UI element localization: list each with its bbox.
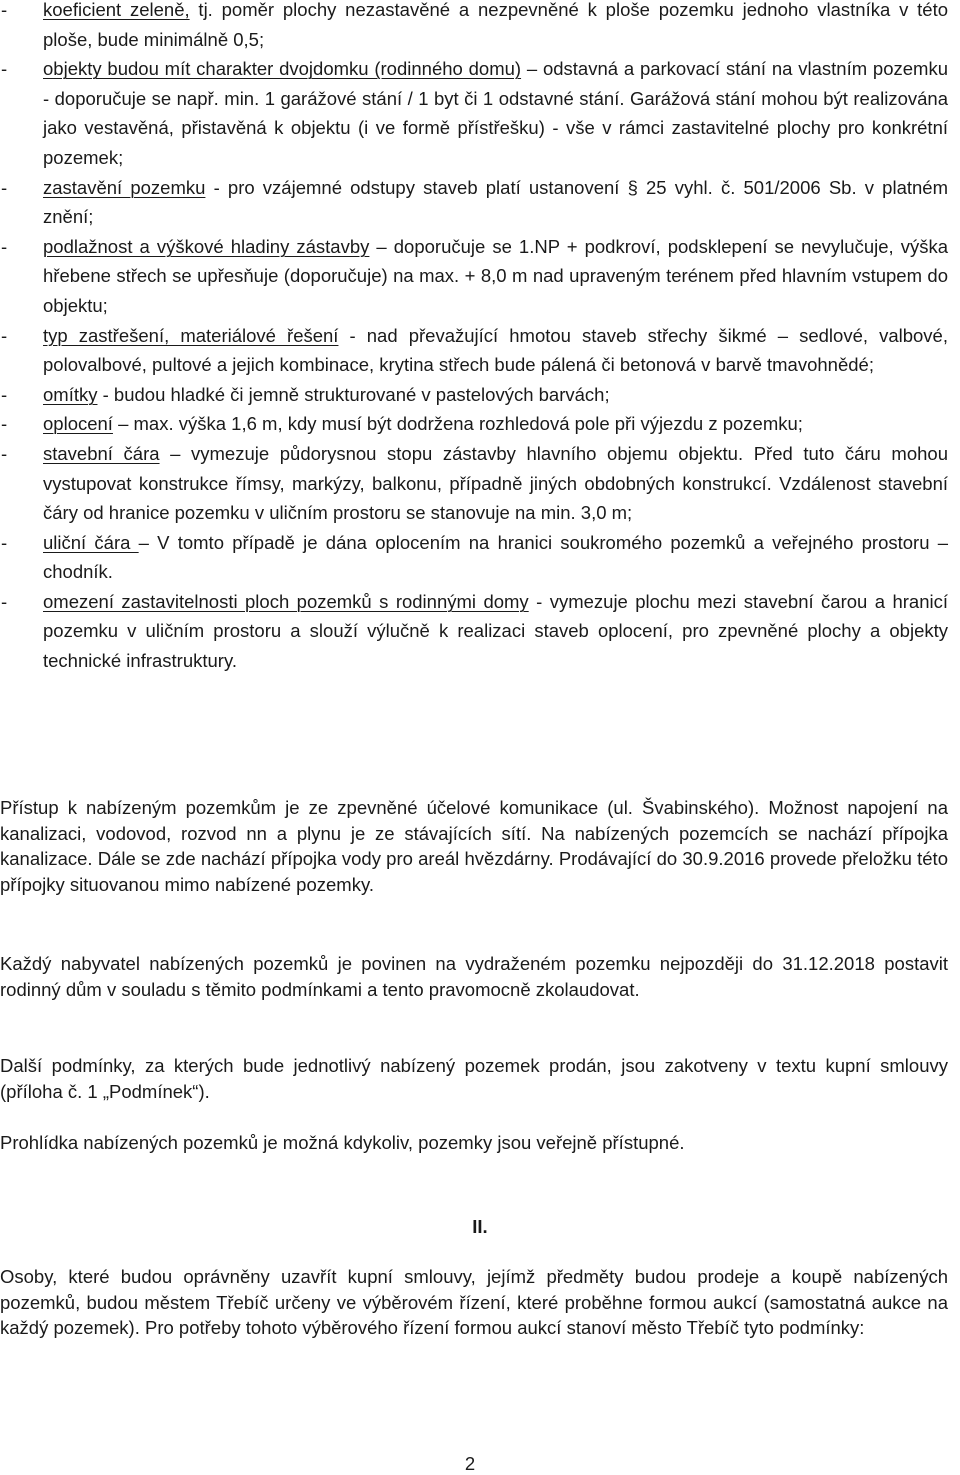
item-term: stavební čára xyxy=(43,442,160,464)
item-text: – odstavná a parkovací stání na vlastním pozemku - doporučuje se např. min. 1 garážové stání / 1 byt či 1 odstavné stání. Garážová stání mohou být realizována jako vestavěná, přistavěná k objektu (i ve formě přístřešku) - vše v rámci zastavitelné plochy pro konkrétní pozemek; xyxy=(43,58,948,168)
list-dash: - xyxy=(1,235,8,257)
item-text: - vymezuje plochu mezi stavební čarou a hranicí pozemku v uličním prostoru a slouží výlučně k realizaci staveb oplocení, pro zpevněné plochy a objekty technické infrastruktury. xyxy=(43,590,948,672)
list-item xyxy=(0,232,960,321)
list-item xyxy=(0,409,960,439)
item-term: omezení zastavitelnosti ploch pozemků s rodinnými domy xyxy=(43,590,529,612)
list-item xyxy=(0,587,960,676)
list-dash: - xyxy=(1,383,8,405)
item-term: typ zastřešení, materiálové řešení xyxy=(43,324,339,346)
item-text: – max. výška 1,6 m, kdy musí být dodržena rozhledová pole při výjezdu z pozemku; xyxy=(112,413,803,435)
conditions-paragraph: Další podmínky, za kterých bude jednotlivý nabízený pozemek prodán, jsou zakotveny v textu kupní smlouvy (příloha č. 1 „Podmínek“). xyxy=(0,1055,948,1102)
inspection-paragraph: Prohlídka nabízených pozemků je možná kdykoliv, pozemky jsou veřejně přístupné. xyxy=(0,1132,685,1153)
item-text: - pro vzájemné odstupy staveb platí ustanovení § 25 vyhl. č. 501/2006 Sb. v platném znění; xyxy=(43,176,948,228)
item-term: omítky xyxy=(43,383,98,405)
item-text: – vymezuje půdorysnou stopu zástavby hlavního objemu objektu. Před tuto čáru mohou vystupovat konstrukce římsy, markýzy, balkonu, případně jiných obdobných konstrukcí. Vzdálenost stavební čáry od hranice pozemku v uličním prostoru se stanovuje na min. 3,0 m; xyxy=(43,442,948,524)
item-text: - nad převažující hmotou staveb střechy šikmé – sedlové, valbové, polovalbové, pultové a jejich kombinace, krytina střech bude pálená či betonová v barvě tmavohnědé; xyxy=(43,324,948,376)
item-term: zastavění pozemku xyxy=(43,176,206,198)
item-text: – doporučuje se 1.NP + podkroví, podsklepení se nevylučuje, výška hřebene střech se upřesňuje (doporučuje) na max. + 8,0 m nad upraveným terénem před hlavním vstupem do objektu; xyxy=(43,235,948,316)
item-text: – V tomto případě je dána oplocením na hranici soukromého pozemků a veřejného prostoru – chodník. xyxy=(43,531,948,583)
obligation-paragraph: Každý nabyvatel nabízených pozemků je povinen na vydraženém pozemku nejpozději do 31.12.2018 postavit rodinný dům v souladu s těmito podmínkami a tento pravomocně zkolaudovat. xyxy=(0,953,948,1000)
item-term: podlažnost a výškové hladiny zástavby xyxy=(43,235,370,257)
list-item xyxy=(0,54,960,172)
item-text: - budou hladké či jemně strukturované v pastelových barvách; xyxy=(97,383,610,405)
list-dash: - xyxy=(1,324,8,346)
list-dash: - xyxy=(1,58,8,80)
page-number: 2 xyxy=(464,1453,476,1474)
list-item xyxy=(0,0,960,54)
list-dash: - xyxy=(1,413,8,435)
conditions-list xyxy=(0,0,960,676)
persons-paragraph: Osoby, které budou oprávněny uzavřít kupní smlouvy, jejímž předměty budou prodeje a koupě nabízených pozemků, budou městem Třebíč určeny ve výběrovém řízení, které proběhne formou aukcí (samostatná aukce na každý pozemek). Pro potřeby tohoto výběrového řízení formou aukcí stanoví město Třebíč tyto podmínky: xyxy=(0,1266,948,1338)
list-dash: - xyxy=(1,442,8,464)
access-paragraph: Přístup k nabízeným pozemkům je ze zpevněné účelové komunikace (ul. Švabinského). Možnost napojení na kanalizaci, vodovod, rozvod nn a plynu je ze stávajících sítí. Na nabízených pozemcích se nachází přípojka kanalizace. Dále se zde nachází přípojka vody pro areál hvězdárny. Prodávající do 30.9.2016 provede přeložku této přípojky situovanou mimo nabízené pozemky. xyxy=(0,797,948,895)
list-dash: - xyxy=(1,590,8,612)
item-text: tj. poměr plochy nezastavěné a nezpevněné k ploše pozemku jednoho vlastníka v této ploše, bude minimálně 0,5; xyxy=(43,0,948,50)
list-item xyxy=(0,173,960,232)
list-item xyxy=(0,380,960,410)
list-dash: - xyxy=(1,176,8,198)
list-item xyxy=(0,528,960,587)
list-dash: - xyxy=(1,0,8,20)
list-dash: - xyxy=(1,531,8,553)
item-term: koeficient zeleně, xyxy=(43,0,190,20)
item-term: oplocení xyxy=(43,413,113,435)
item-term: uliční čára xyxy=(43,531,139,553)
list-item xyxy=(0,321,960,380)
section-heading: II. xyxy=(472,1216,488,1237)
list-item xyxy=(0,439,960,528)
item-term: objekty budou mít charakter dvojdomku (rodinného domu) xyxy=(43,58,522,80)
